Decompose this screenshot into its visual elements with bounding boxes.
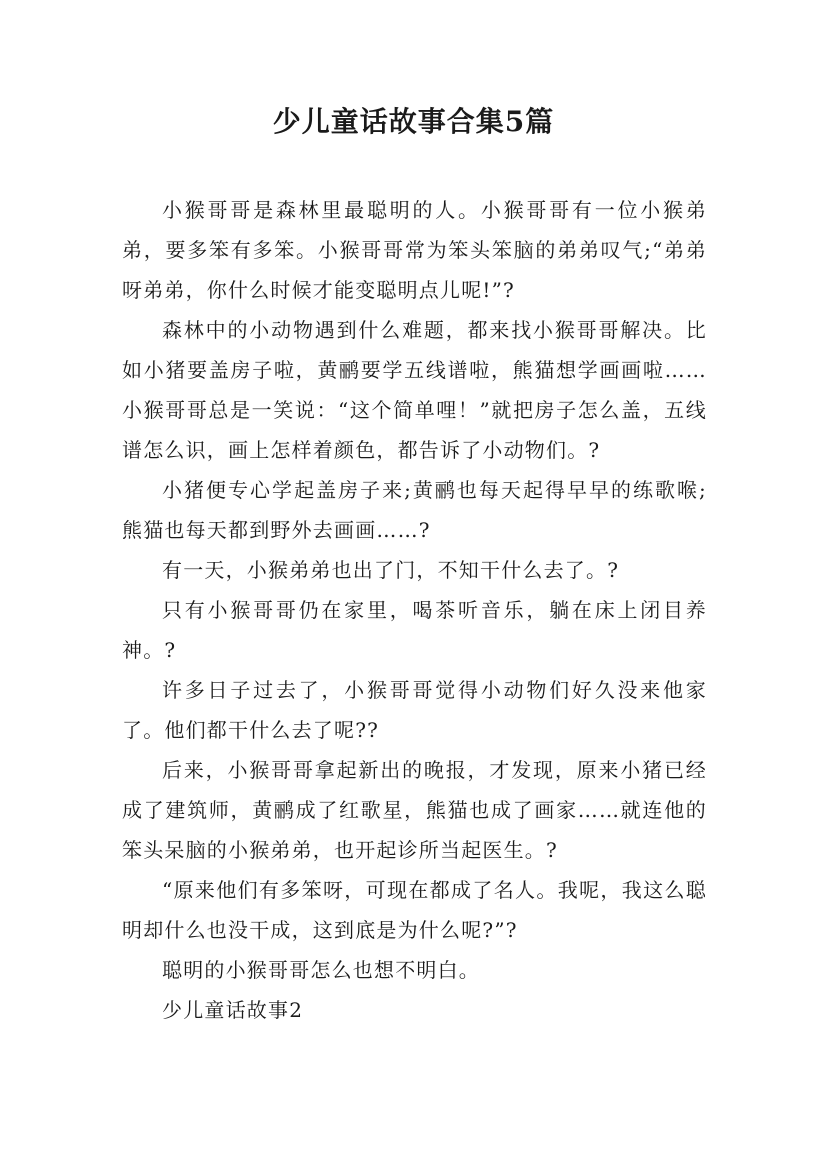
paragraph: 小猴哥哥是森林里最聪明的人。小猴哥哥有一位小猴弟弟，要多笨有多笨。小猴哥哥常为笨头笨脑的弟弟叹气;“弟弟呀弟弟，你什么时候才能变聪明点儿呢!”? — [122, 198, 707, 302]
document-title: 少儿童话故事合集5篇 — [272, 105, 555, 138]
paragraph: 后来，小猴哥哥拿起新出的晚报，才发现，原来小猪已经成了建筑师，黄鹂成了红歌星，熊猫也成了画家……就连他的笨头呆脑的小猴弟弟，也开起诊所当起医生。? — [122, 758, 707, 862]
section-heading: 少儿童话故事2 — [162, 998, 304, 1022]
document-body — [122, 190, 707, 1030]
paragraph: 许多日子过去了，小猴哥哥觉得小动物们好久没来他家了。他们都干什么去了呢?? — [122, 678, 707, 742]
paragraph: 有一天，小猴弟弟也出了门，不知干什么去了。? — [162, 558, 620, 582]
paragraph: 森林中的小动物遇到什么难题，都来找小猴哥哥解决。比如小猪要盖房子啦，黄鹂要学五线谱啦，熊猫想学画画啦……小猴哥哥总是一笑说：“这个简单哩！”就把房子怎么盖，五线谱怎么识，画上怎样着颜色，都告诉了小动物们。? — [122, 318, 707, 462]
paragraph: “原来他们有多笨呀，可现在都成了名人。我呢，我这么聪明却什么也没干成，这到底是为什么呢?”? — [122, 878, 707, 942]
paragraph: 聪明的小猴哥哥怎么也想不明白。 — [162, 958, 480, 982]
paragraph: 只有小猴哥哥仍在家里，喝茶听音乐，躺在床上闭目养神。? — [122, 598, 707, 662]
paragraph: 小猪便专心学起盖房子来;黄鹂也每天起得早早的练歌喉;熊猫也每天都到野外去画画……? — [122, 478, 707, 542]
